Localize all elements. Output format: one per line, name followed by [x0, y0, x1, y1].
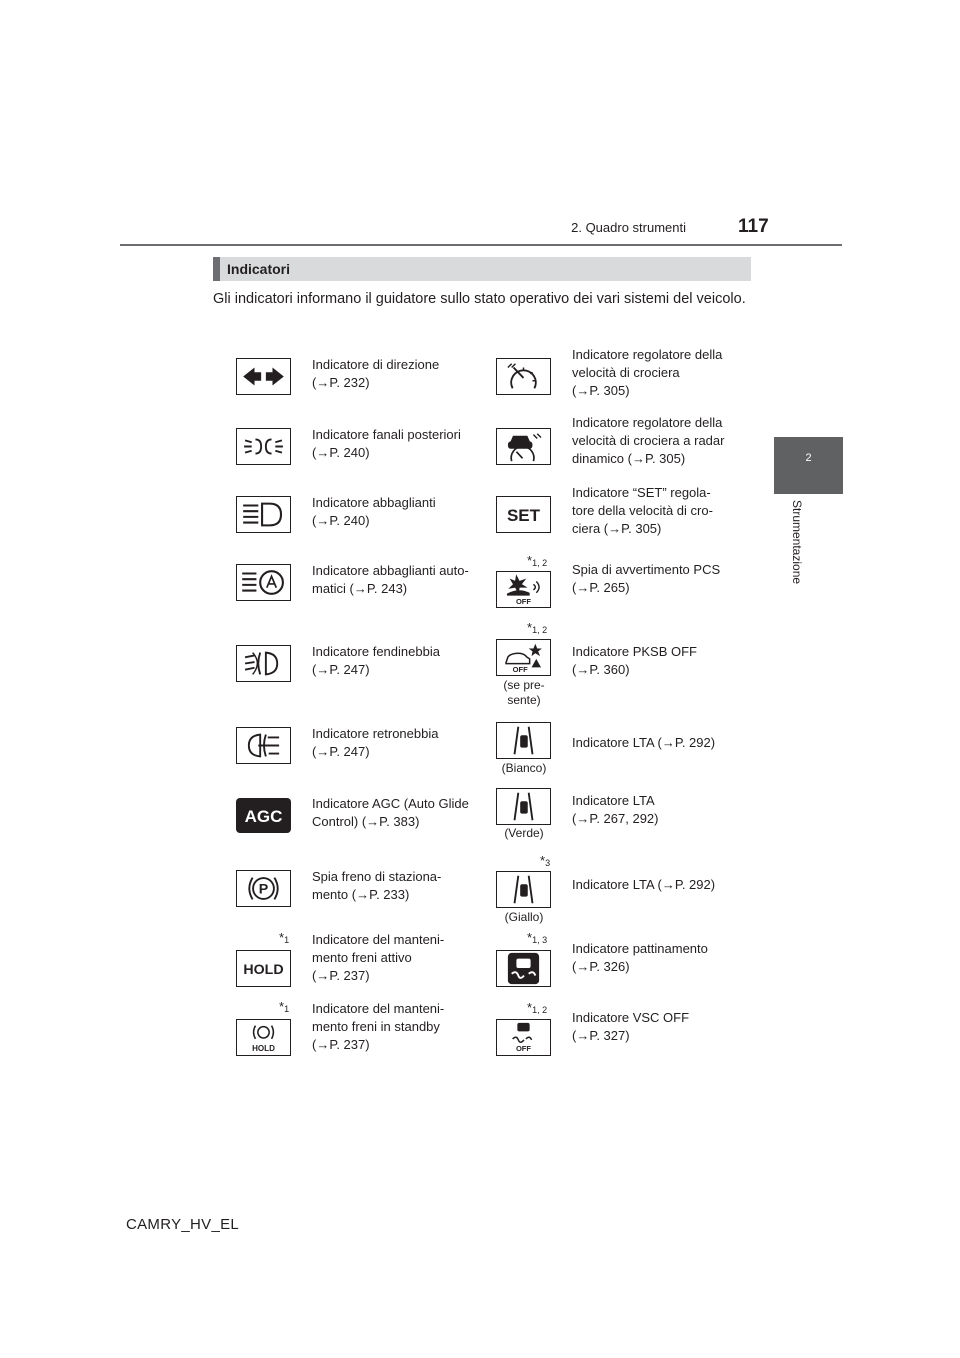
asterisk-note: $*_{1, 3}$: [527, 930, 548, 945]
color-note: (Verde): [504, 826, 544, 840]
left-item-label: Indicatore del manteni- mento freni attivo (→P. 237): [312, 932, 445, 983]
hold-icon: [236, 950, 291, 987]
left-item-label: Indicatore di direzione (→P. 232): [312, 357, 440, 390]
asterisk-note: $*_{1, 2}$: [527, 553, 548, 568]
slip-indicator-icon: [496, 950, 551, 987]
right-item-label: Indicatore PKSB OFF (→P. 360): [572, 644, 697, 677]
svg-text:SET: SET: [506, 506, 541, 526]
svg-text:OFF: OFF: [512, 665, 528, 675]
right-item-label: Indicatore “SET” regola- tore della velocità di cro- ciera (→P. 305): [572, 485, 713, 536]
section-title: Indicatori: [227, 261, 291, 277]
rear-fog-icon: [236, 727, 291, 764]
svg-text:HOLD: HOLD: [252, 1044, 275, 1054]
svg-text:P: P: [258, 881, 269, 898]
left-item-label: Indicatore fanali posteriori (→P. 240): [312, 427, 461, 460]
left-item-label: Indicatore abbaglianti auto- matici (→P. 243): [312, 563, 469, 596]
left-item-label: Indicatore AGC (Auto Glide Control) (→P. 383): [312, 796, 469, 829]
asterisk-note: $*_{1, 2}$: [527, 1000, 548, 1015]
set-icon: [496, 496, 551, 533]
chapter-number: 2: [805, 452, 812, 464]
section-heading-bar: [213, 257, 751, 281]
color-note: (Giallo): [504, 910, 544, 924]
chapter-tab: [774, 437, 843, 494]
auto-high-beam-icon: [236, 564, 291, 601]
page-number: 117: [738, 216, 769, 237]
right-item-label: Indicatore regolatore della velocità di crociera a radar dinamico (→P. 305): [572, 415, 725, 466]
section-heading-marker: [213, 257, 220, 281]
right-item-label: Indicatore regolatore della velocità di crociera (→P. 305): [572, 347, 723, 398]
lta-yellow-icon: [496, 871, 551, 908]
asterisk-note: $*_3$: [540, 853, 551, 868]
svg-text:OFF: OFF: [515, 1044, 532, 1054]
header-rule: [120, 244, 842, 246]
running-header-section: 2. Quadro strumenti: [571, 220, 686, 235]
lta-green-icon: [496, 788, 551, 825]
svg-text:AGC: AGC: [244, 807, 283, 826]
left-item-label: Indicatore retronebbia (→P. 247): [312, 726, 439, 759]
asterisk-note: $*_1$: [279, 930, 290, 945]
hold-standby-icon: [236, 1019, 291, 1056]
left-item-label: Indicatore abbaglianti (→P. 240): [312, 495, 436, 528]
intro-paragraph: Gli indicatori informano il guidatore sullo stato operativo dei vari sistemi del veicolo.: [213, 291, 746, 307]
right-item-label: Indicatore pattinamento (→P. 326): [572, 941, 708, 974]
radar-cruise-icon: [496, 428, 551, 465]
lta-white-icon: [496, 722, 551, 759]
turn-signal-icon: [236, 358, 291, 395]
cruise-control-icon: [496, 358, 551, 395]
front-fog-icon: [236, 645, 291, 682]
availability-note: (se pre- sente): [503, 678, 545, 707]
left-item-label: Spia freno di staziona- mento (→P. 233): [312, 869, 442, 902]
model-code: CAMRY_HV_EL: [126, 1216, 240, 1233]
parking-brake-icon: [236, 870, 291, 907]
color-note: (Bianco): [501, 761, 547, 775]
svg-text:HOLD: HOLD: [243, 962, 284, 979]
chapter-title: Strumentazione: [790, 500, 804, 585]
tail-light-icon: [236, 428, 291, 465]
left-item-label: Indicatore fendinebbia (→P. 247): [312, 644, 440, 677]
pksb-off-icon: [496, 639, 551, 676]
pcs-warning-icon: [496, 571, 551, 608]
high-beam-icon: [236, 496, 291, 533]
svg-text:OFF: OFF: [515, 597, 532, 607]
right-item-label: Spia di avvertimento PCS (→P. 265): [572, 562, 721, 595]
right-item-label: Indicatore LTA (→P. 292): [572, 877, 716, 892]
right-item-label: Indicatore VSC OFF (→P. 327): [572, 1010, 690, 1043]
right-item-label: Indicatore LTA (→P. 292): [572, 735, 716, 750]
vsc-off-icon: [496, 1019, 551, 1056]
asterisk-note: $*_1$: [279, 999, 290, 1014]
right-item-label: Indicatore LTA (→P. 267, 292): [572, 793, 659, 826]
agc-icon: [236, 797, 291, 834]
asterisk-note: $*_{1, 2}$: [527, 620, 548, 635]
left-item-label: Indicatore del manteni- mento freni in standby (→P. 237): [312, 1001, 445, 1052]
